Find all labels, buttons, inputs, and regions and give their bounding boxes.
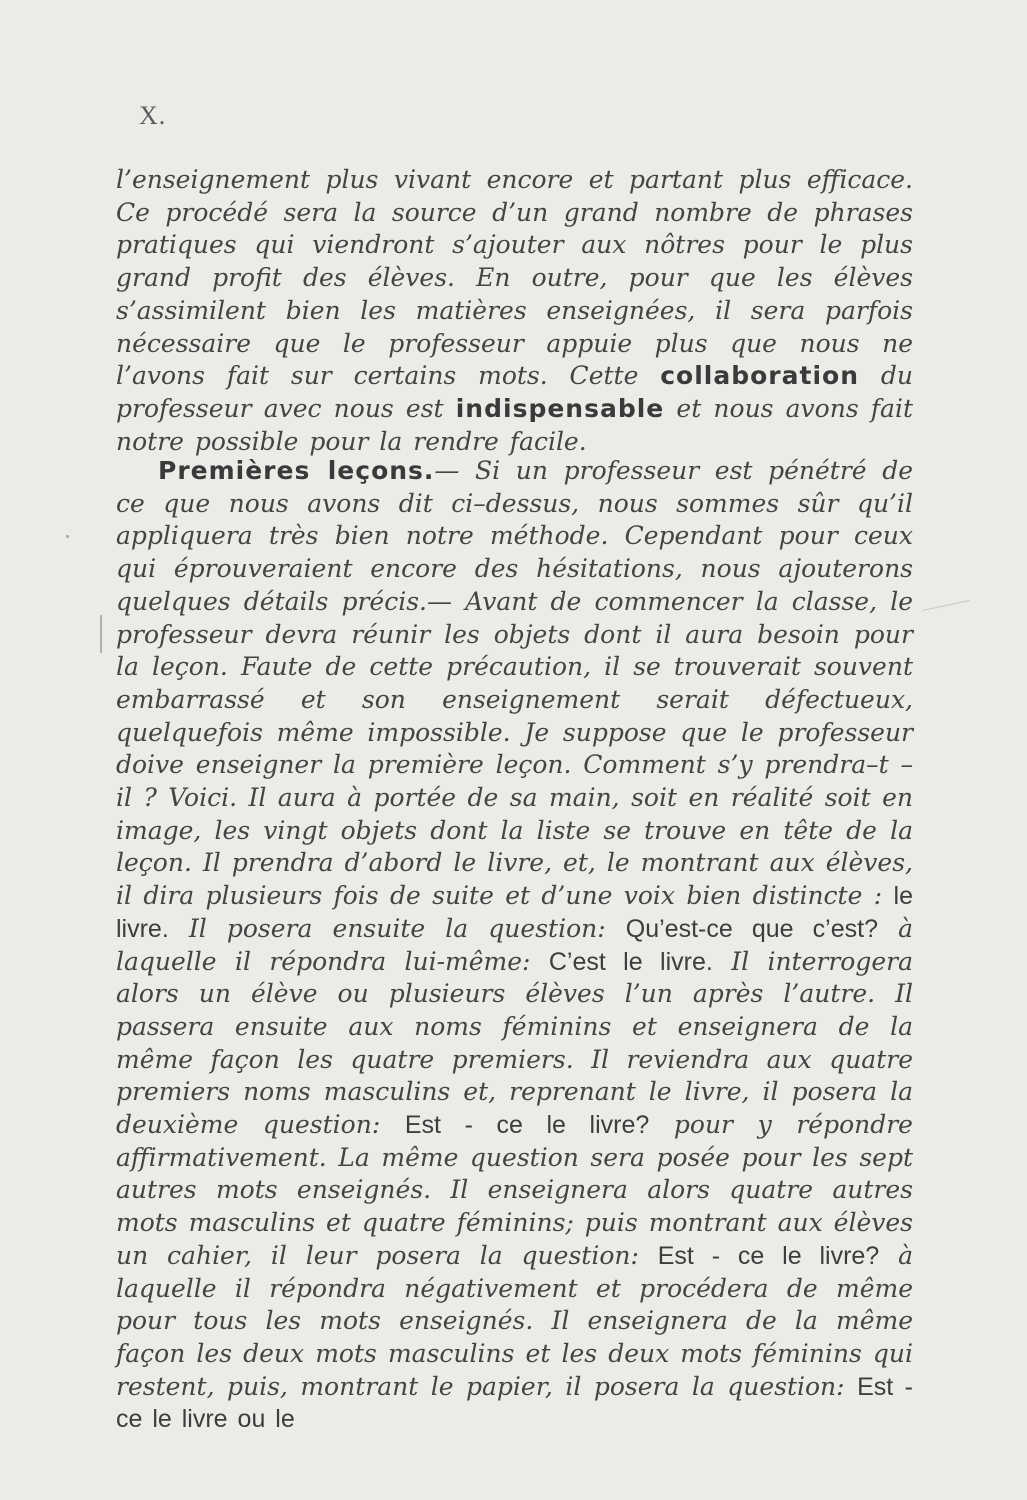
- paragraph-1-text-start: l’enseignement plus vivant encore et partant plus efficace. Ce procédé sera la source d’un grand nombre de phrases pratiques qui viendront s’ajouter aux nôtres pour le plus grand profit des élèves. En outre, pour que les élèves s’assimilent bien les matières enseignées, il sera parfois nécessaire que le professeur appuie plus que nous ne l’avons fait sur certains mots. Cette: [116, 165, 913, 391]
- section-heading-premieres-lecons: Premières leçons.: [158, 456, 435, 485]
- paragraph-2-segment-2: Il posera ensuite la question:: [168, 913, 626, 943]
- margin-pencil-mark: [922, 600, 969, 611]
- paragraph-1: [116, 164, 913, 458]
- paragraph-2-segment-6: à laquelle il répondra négativement et procédera de même pour tous les mots enseignés. Il enseignera de la même façon les deux mots masculins et les deux mots féminins qui restent, puis, montrant le papier, il posera la question:: [116, 1240, 913, 1401]
- example-question-est-ce-le-livre-2: Est - ce le livre?: [657, 1241, 880, 1270]
- margin-dot: [66, 535, 69, 538]
- example-question-quest-ce-que-cest: Qu’est-ce que c’est?: [625, 914, 878, 943]
- example-question-est-ce-le-livre-ou-le: Est - ce le livre ou le: [116, 1372, 913, 1434]
- paragraph-2: [116, 455, 913, 1436]
- example-phrase-le-livre: le livre.: [116, 882, 913, 943]
- page-number: X.: [139, 101, 167, 130]
- paragraph-2-segment-5: pour y répondre affirmativement. La même question sera posée pour les sept autres mots enseignés. Il enseignera alors quatre autres mots masculins et quatre féminins; puis montrant aux élèves un cahier, il leur posera la question:: [116, 1110, 913, 1270]
- paragraph-1-text-middle: du professeur avec nous est: [116, 361, 913, 423]
- bold-indispensable: indispensable: [455, 393, 665, 423]
- margin-line-mark: [100, 615, 102, 653]
- example-question-est-ce-le-livre-1: Est - ce le livre?: [404, 1111, 650, 1140]
- paragraph-2-segment-4: Il interrogera alors un élève ou plusieurs élèves l’un après l’autre. Il passera ensuite aux noms féminins et enseignera de la même façon les quatre premiers. Il reviendra aux quatre premiers noms masculins et, reprenant le livre, il posera la deuxième question:: [116, 946, 913, 1140]
- paragraph-2-segment-3: à laquelle il répondra lui-même:: [116, 913, 913, 976]
- bold-collaboration: collaboration: [660, 361, 860, 391]
- paragraph-2-segment-1: — Si un professeur est pénétré de ce que nous avons dit ci–dessus, nous sommes sûr qu’il appliquera très bien notre méthode. Cependant pour ceux qui éprouveraient encore des hésitations, nous ajouterons quelques détails précis.— Avant de commencer la classe, le professeur devra réunir les objets dont il aura besoin pour la leçon. Faute de cette précaution, il se trouverait souvent embarrassé et son enseignement serait défectueux, quelquefois même impossible. Je suppose que le professeur doive enseigner la première leçon. Comment s’y prendra–t –il ? Voici. Il aura à portée de sa main, soit en réalité soit en image, les vingt objets dont la liste se trouve en tête de la leçon. Il prendra d’abord le livre, et, le montrant aux élèves, il dira plusieurs fois de suite et d’une voix bien distincte :: [116, 456, 913, 911]
- example-answer-cest-le-livre: C’est le livre.: [548, 947, 713, 976]
- paragraph-1-text-end: et nous avons fait notre possible pour la rendre facile.: [116, 393, 913, 456]
